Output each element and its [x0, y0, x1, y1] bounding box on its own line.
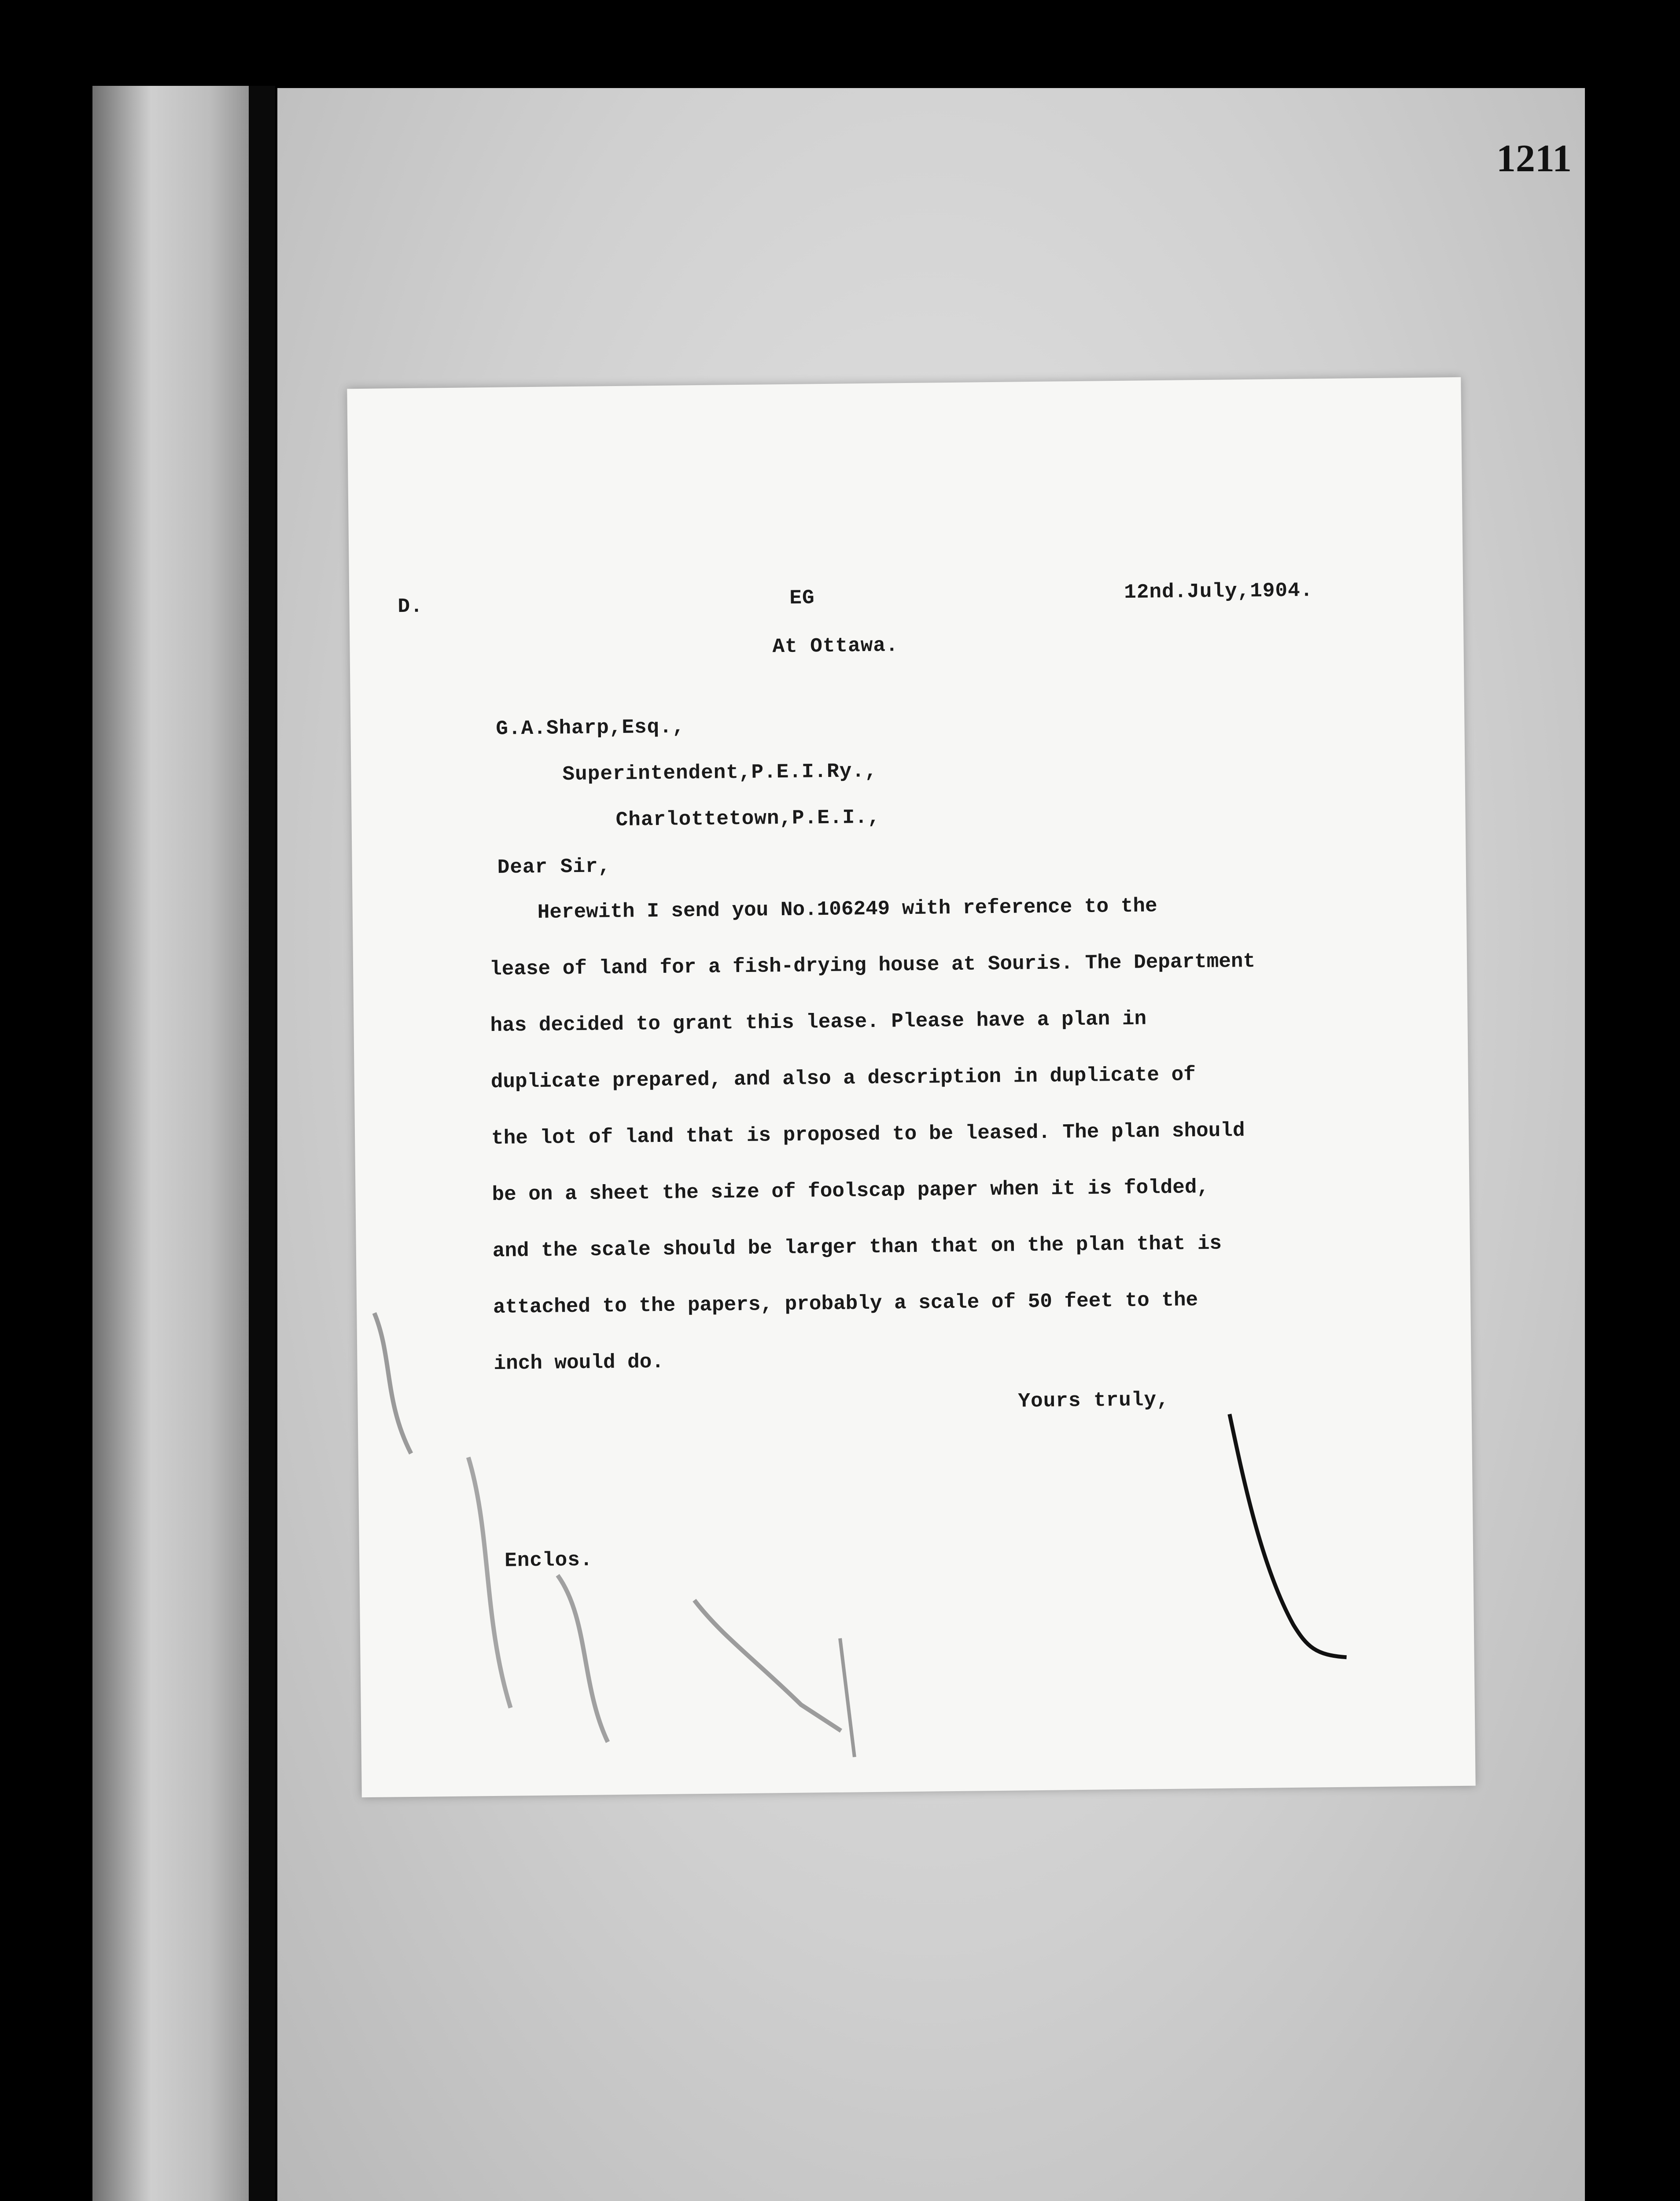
recipient-name: G.A.Sharp,Esq., — [496, 715, 685, 740]
letter-initials: EG — [789, 586, 815, 610]
body-line: the lot of land that is proposed to be leased. The plan should — [491, 1119, 1245, 1150]
recipient-city: Charlottetown,P.E.I., — [615, 806, 881, 832]
recipient-title: Superintendent,P.E.I.Ry., — [562, 759, 877, 786]
letter-sheet — [347, 377, 1475, 1797]
body-line: be on a sheet the size of foolscap paper when it is folded, — [492, 1175, 1209, 1206]
enclosure-note: Enclos. — [504, 1548, 593, 1572]
closing: Yours truly, — [1018, 1388, 1170, 1413]
body-line: lease of land for a fish-drying house at Souris. The Department — [489, 950, 1256, 981]
binding-shadow — [249, 86, 275, 2201]
body-line: inch would do. — [494, 1350, 664, 1375]
body-line: has decided to grant this lease. Please have a plan in — [490, 1007, 1147, 1038]
body-line: attached to the papers, probably a scale of 50 feet to the — [493, 1288, 1198, 1319]
body-line: duplicate prepared, and also a description in duplicate of — [490, 1063, 1196, 1094]
page-number: 1211 — [1496, 137, 1572, 180]
letter-marker: D. — [398, 595, 423, 618]
letter-date: 12nd.July,1904. — [1124, 579, 1313, 604]
binding-strip — [92, 86, 260, 2201]
body-line: Herewith I send you No.106249 with reference to the — [537, 894, 1157, 924]
handwritten-marks — [347, 377, 1475, 1797]
body-line: and the scale should be larger than that on the plan that is — [492, 1232, 1222, 1262]
salutation: Dear Sir, — [497, 855, 611, 879]
letter-place: At Ottawa. — [772, 634, 899, 659]
